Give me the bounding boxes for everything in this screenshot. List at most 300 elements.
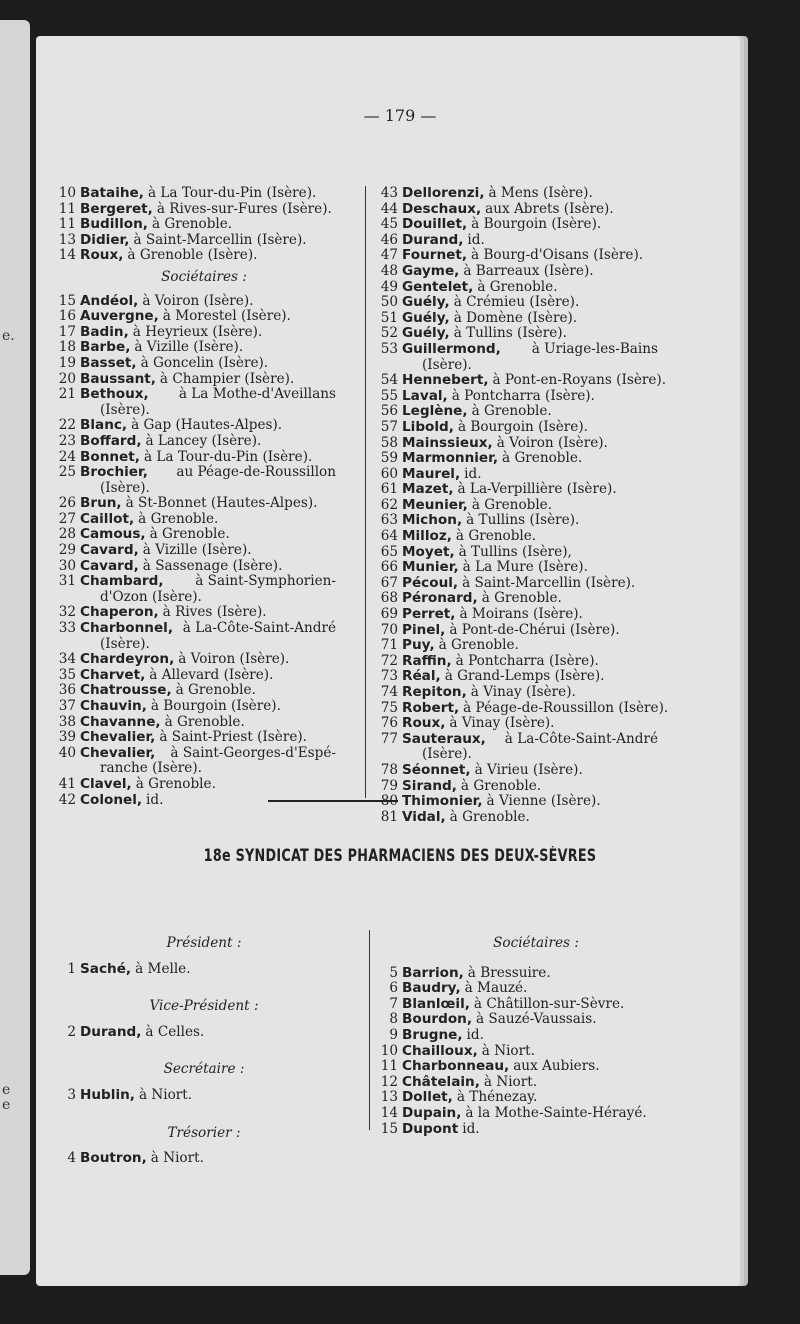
member-name: Guély, <box>402 325 450 342</box>
entry-number: 41 <box>58 775 76 792</box>
list-item <box>376 1122 696 1138</box>
member-location: à Barreaux (Isère). <box>463 262 594 279</box>
member-location: à Grenoble. <box>449 808 530 825</box>
list-item <box>376 436 696 452</box>
member-name: Colonel, <box>80 791 143 808</box>
member-name: Hennebert, <box>402 372 489 389</box>
entry-number: 15 <box>380 1120 398 1137</box>
list-item <box>376 342 696 373</box>
list-item <box>376 420 696 436</box>
member-location: à Vinay (Isère). <box>470 684 576 700</box>
entry-number: 43 <box>380 185 398 201</box>
entry-number: 44 <box>380 200 398 217</box>
member-name: Chevalier, <box>80 744 156 761</box>
member-name: Meunier, <box>402 496 468 513</box>
entry-number: 58 <box>380 434 398 451</box>
member-location: au Péage-de-Roussillon <box>176 464 336 481</box>
entry-number: 29 <box>58 542 76 559</box>
list-item <box>376 794 696 810</box>
list-item <box>376 638 696 654</box>
list-item <box>54 248 354 264</box>
entry-number: 31 <box>58 573 76 590</box>
list-item <box>376 763 696 779</box>
list-item <box>54 202 354 218</box>
member-name: Badin, <box>80 323 129 340</box>
list-item <box>376 451 696 467</box>
member-location: à Vinay (Isère). <box>449 715 555 732</box>
entry-number: 57 <box>380 418 398 435</box>
list-item <box>376 607 696 623</box>
member-location: à Bressuire. <box>467 964 551 981</box>
deux-sevres-column <box>376 930 696 1137</box>
member-location: à Grenoble. <box>438 637 519 654</box>
officers-column <box>54 930 354 1183</box>
entry-number: 1 <box>67 960 76 977</box>
entry-number: 26 <box>58 495 76 512</box>
member-name: Bethoux, <box>80 386 149 403</box>
member-location-continued: (Isère). <box>100 479 150 496</box>
societaires-heading: Sociétaires : <box>161 268 247 285</box>
entry-number: 59 <box>380 450 398 467</box>
list-item <box>54 621 354 652</box>
list-item <box>54 652 354 668</box>
list-item <box>54 777 354 793</box>
member-name: Milloz, <box>402 528 452 545</box>
member-name: Mazet, <box>402 481 454 498</box>
member-name: Maurel, <box>402 465 461 482</box>
member-location: aux Aubiers. <box>513 1058 600 1075</box>
member-location: id. <box>462 1120 480 1137</box>
entry-number: 36 <box>58 682 76 699</box>
member-location: à Mens (Isère). <box>488 185 593 201</box>
member-location: à Champier (Isère). <box>159 370 295 387</box>
list-item <box>54 1025 354 1041</box>
entry-number: 63 <box>380 512 398 529</box>
member-name: Chardeyron, <box>80 651 175 668</box>
member-location: à La Tour-du-Pin (Isère). <box>143 448 313 465</box>
member-name: Bataihe, <box>80 185 144 201</box>
list-item <box>376 669 696 685</box>
list-item <box>376 545 696 561</box>
member-name: Sauteraux, <box>402 730 486 747</box>
member-location: à Saint-Marcellin (Isère). <box>462 574 636 591</box>
list-item <box>376 1012 696 1028</box>
member-name: Brugne, <box>402 1026 463 1043</box>
list-item <box>376 186 696 202</box>
list-item <box>54 418 354 434</box>
member-location: à Domène (Isère). <box>453 309 578 326</box>
entry-number: 17 <box>58 323 76 340</box>
entry-number: 14 <box>58 247 76 264</box>
member-location: à Rives (Isère). <box>162 604 267 621</box>
entry-number: 40 <box>58 744 76 761</box>
member-name: Gentelet, <box>402 278 474 295</box>
member-name: Deschaux, <box>402 200 482 217</box>
list-item <box>376 716 696 732</box>
member-location: à Sauzé-Vaussais. <box>476 1011 597 1028</box>
entry-number: 25 <box>58 464 76 481</box>
member-name: Baussant, <box>80 370 156 387</box>
member-name: Puy, <box>402 637 435 654</box>
list-item <box>54 543 354 559</box>
member-name: Brun, <box>80 495 122 512</box>
member-name: Guély, <box>402 309 450 326</box>
member-location: à Vienne (Isère). <box>486 793 601 810</box>
entry-number: 22 <box>58 417 76 434</box>
member-name: Sirand, <box>402 777 457 794</box>
list-item <box>376 1075 696 1091</box>
entry-number: 70 <box>380 621 398 638</box>
member-location: à Voiron (Isère). <box>496 434 608 451</box>
entry-number: 35 <box>58 666 76 683</box>
list-item <box>376 981 696 997</box>
list-item <box>54 372 354 388</box>
member-name: Chauvin, <box>80 698 147 714</box>
member-location: à Melle. <box>135 960 191 977</box>
list-item <box>54 496 354 512</box>
member-name: Pinel, <box>402 621 446 638</box>
list-item <box>376 685 696 701</box>
member-name: Raffin, <box>402 652 452 669</box>
member-location: à Sassenage (Isère). <box>142 557 283 574</box>
member-name: Michon, <box>402 512 463 529</box>
officer-role: Président : <box>166 935 242 951</box>
list-item <box>376 295 696 311</box>
left-page-fragment: e. <box>2 328 15 344</box>
entry-number: 72 <box>380 652 398 669</box>
member-name: Chambard, <box>80 573 164 590</box>
member-location: à la Mothe-Sainte-Hérayé. <box>465 1104 647 1121</box>
entry-number: 6 <box>389 980 398 997</box>
right-column <box>376 186 696 825</box>
list-item <box>54 512 354 528</box>
member-location: à Voiron (Isère). <box>142 292 254 309</box>
member-location: à Morestel (Isère). <box>162 308 291 325</box>
entry-number: 49 <box>380 278 398 295</box>
entry-number: 13 <box>380 1089 398 1106</box>
member-location: à Bourgoin (Isère). <box>471 216 602 233</box>
list-item <box>54 605 354 621</box>
member-location: à La Tour-du-Pin (Isère). <box>147 185 317 201</box>
member-location: à Celles. <box>145 1023 205 1040</box>
list-item <box>54 668 354 684</box>
entry-number: 37 <box>58 698 76 714</box>
list-item <box>376 326 696 342</box>
entry-number: 38 <box>58 713 76 730</box>
entry-number: 54 <box>380 372 398 389</box>
member-name: Munier, <box>402 559 459 576</box>
entry-number: 8 <box>389 1011 398 1028</box>
member-name: Charbonneau, <box>402 1058 510 1075</box>
member-location-continued: (Isère). <box>100 401 150 418</box>
entry-number: 73 <box>380 668 398 685</box>
list-item <box>54 527 354 543</box>
list-item <box>54 450 354 466</box>
entry-number: 69 <box>380 606 398 623</box>
member-name: Guillermond, <box>402 340 501 357</box>
list-item <box>376 966 696 982</box>
entry-number: 50 <box>380 294 398 311</box>
member-name: Fournet, <box>402 247 468 264</box>
list-item <box>54 233 354 249</box>
list-item <box>376 482 696 498</box>
list-item <box>54 309 354 325</box>
list-item <box>376 1028 696 1044</box>
member-name: Séonnet, <box>402 761 471 778</box>
member-name: Dupain, <box>402 1104 462 1121</box>
member-location: id. <box>464 465 482 482</box>
member-name: Chaperon, <box>80 604 159 621</box>
member-location: à Gap (Hautes-Alpes). <box>131 417 283 434</box>
officer-role: Secrétaire : <box>163 1061 245 1078</box>
list-item <box>376 529 696 545</box>
list-item <box>376 779 696 795</box>
member-name: Andéol, <box>80 292 139 309</box>
entry-number: 12 <box>380 1073 398 1090</box>
list-item <box>376 217 696 233</box>
entry-number: 47 <box>380 247 398 264</box>
entry-number: 13 <box>58 231 76 248</box>
list-item <box>376 389 696 405</box>
member-location: à La-Côte-Saint-André <box>182 620 336 637</box>
member-name: Chevalier, <box>80 729 156 746</box>
member-location: à Saint-Georges-d'Espé- <box>170 744 336 761</box>
entry-number: 46 <box>380 231 398 248</box>
entry-number: 51 <box>380 309 398 326</box>
member-name: Robert, <box>402 699 460 716</box>
list-item <box>376 701 696 717</box>
entry-number: 11 <box>380 1058 398 1075</box>
member-name: Marmonnier, <box>402 450 499 467</box>
member-location: à La Mure (Isère). <box>462 559 588 576</box>
entry-number: 11 <box>58 200 76 217</box>
member-location: à Bourg-d'Oisans (Isère). <box>471 247 644 264</box>
member-name: Durand, <box>402 231 464 248</box>
list-item <box>376 513 696 529</box>
member-location: à Niort. <box>483 1073 538 1090</box>
entry-number: 45 <box>380 216 398 233</box>
member-location: à Mauzé. <box>464 980 528 997</box>
member-location: à Goncelin (Isère). <box>140 354 269 371</box>
member-location: à Grenoble. <box>138 510 219 527</box>
member-location: à La-Côte-Saint-André <box>504 730 658 747</box>
entry-number: 77 <box>380 730 398 747</box>
list-item <box>54 325 354 341</box>
member-name: Caillot, <box>80 510 135 527</box>
member-location: à Saint-Symphorien- <box>195 573 336 590</box>
member-name: Camous, <box>80 526 146 543</box>
member-name: Blanc, <box>80 417 128 434</box>
list-item <box>376 576 696 592</box>
member-name: Brochier, <box>80 464 148 481</box>
list-item <box>376 248 696 264</box>
entry-number: 61 <box>380 481 398 498</box>
section-title <box>56 846 744 865</box>
list-item <box>54 1088 354 1104</box>
list-item <box>376 560 696 576</box>
member-name: Hublin, <box>80 1086 135 1103</box>
member-location: à Pont-de-Chérui (Isère). <box>449 621 620 638</box>
entry-number: 3 <box>67 1086 76 1103</box>
list-item <box>376 311 696 327</box>
list-item <box>376 1059 696 1075</box>
member-name: Baudry, <box>402 980 461 997</box>
entry-number: 10 <box>58 185 76 201</box>
entry-number: 71 <box>380 637 398 654</box>
entry-number: 24 <box>58 448 76 465</box>
member-name: Repiton, <box>402 684 467 700</box>
member-location: à Virieu (Isère). <box>474 761 583 778</box>
member-location: à Heyrieux (Isère). <box>132 323 263 340</box>
officer-role: Vice-Président : <box>149 998 259 1015</box>
member-name: Auvergne, <box>80 308 159 325</box>
entry-number: 9 <box>389 1026 398 1043</box>
list-item <box>54 715 354 731</box>
member-name: Perret, <box>402 606 456 623</box>
entry-number: 16 <box>58 308 76 325</box>
member-location: à Niort. <box>138 1086 193 1103</box>
list-item <box>54 186 354 202</box>
list-item <box>54 559 354 575</box>
member-location-continued: ranche (Isère). <box>100 760 202 777</box>
member-location: à Grenoble. <box>471 496 553 513</box>
member-location-continued: (Isère). <box>422 356 472 373</box>
member-location: à Châtillon-sur-Sèvre. <box>473 995 625 1012</box>
entry-number: 53 <box>380 340 398 357</box>
list-item <box>376 623 696 639</box>
member-name: Guély, <box>402 294 450 311</box>
member-location: à Bourgoin (Isère). <box>150 698 281 714</box>
entry-number: 30 <box>58 557 76 574</box>
section-rule <box>268 800 398 802</box>
member-location: à Grenoble. <box>460 777 542 794</box>
member-location: à Grand-Lemps (Isère). <box>444 668 605 685</box>
member-location: à Grenoble. <box>477 278 558 295</box>
entry-number: 42 <box>58 791 76 808</box>
member-location: à Grenoble. <box>164 713 245 730</box>
member-location: à Voiron (Isère). <box>178 651 290 668</box>
member-name: Barbe, <box>80 339 131 356</box>
entry-number: 48 <box>380 262 398 279</box>
entry-number: 65 <box>380 543 398 560</box>
entry-number: 67 <box>380 574 398 591</box>
member-name: Dupont <box>402 1120 459 1137</box>
list-item <box>54 699 354 715</box>
member-location-continued: (Isère). <box>100 635 150 652</box>
entry-number: 39 <box>58 729 76 746</box>
list-item <box>376 264 696 280</box>
member-location: à Crémieu (Isère). <box>453 294 580 311</box>
member-location: à Moirans (Isère). <box>459 606 583 623</box>
list-item <box>376 732 696 763</box>
list-item <box>54 387 354 418</box>
entry-number: 74 <box>380 684 398 700</box>
list-item <box>376 280 696 296</box>
entry-number: 55 <box>380 387 398 404</box>
member-name: Blanlœil, <box>402 995 470 1012</box>
left-page-fragment: e <box>2 1097 11 1113</box>
list-item <box>54 1151 354 1167</box>
officer-role: Trésorier : <box>167 1124 241 1141</box>
member-name: Péronard, <box>402 590 478 607</box>
entry-number: 56 <box>380 403 398 420</box>
member-name: Chatrousse, <box>80 682 172 699</box>
entry-number: 78 <box>380 761 398 778</box>
member-location: id. <box>146 791 164 808</box>
entry-number: 76 <box>380 715 398 732</box>
member-name: Chavanne, <box>80 713 161 730</box>
list-item <box>54 294 354 310</box>
member-name: Moyet, <box>402 543 455 560</box>
member-location: à Grenoble. <box>481 590 562 607</box>
member-location: à Bourgoin (Isère). <box>457 418 588 435</box>
entry-number: 21 <box>58 386 76 403</box>
entry-number: 20 <box>58 370 76 387</box>
entry-number: 18 <box>58 339 76 356</box>
column-divider <box>365 186 366 798</box>
member-location: à Saint-Marcellin (Isère). <box>133 231 307 248</box>
list-item <box>376 1044 696 1060</box>
list-item <box>376 654 696 670</box>
deux-sevres-societaires-heading: Sociétaires : <box>493 935 579 951</box>
list-item <box>376 373 696 389</box>
list-item <box>54 465 354 496</box>
member-location: à Tullins (Isère). <box>466 512 580 529</box>
member-location: à Grenoble (Isère). <box>127 247 258 264</box>
member-name: Cavard, <box>80 542 139 559</box>
entry-number: 2 <box>67 1023 76 1040</box>
member-location: à Tullins (Isère), <box>458 543 572 560</box>
member-name: Réal, <box>402 668 441 685</box>
member-name: Cavard, <box>80 557 139 574</box>
list-item <box>376 202 696 218</box>
entry-number: 15 <box>58 292 76 309</box>
member-name: Charbonnel, <box>80 620 173 637</box>
member-location: à Saint-Priest (Isère). <box>159 729 307 746</box>
member-name: Vidal, <box>402 808 446 825</box>
entry-number: 7 <box>389 995 398 1012</box>
member-location: à St-Bonnet (Hautes-Alpes). <box>125 495 318 512</box>
member-name: Budillon, <box>80 216 148 233</box>
member-location: à Tullins (Isère). <box>453 325 567 342</box>
member-location: id. <box>466 1026 484 1043</box>
member-location: à La Mothe-d'Aveillans <box>178 386 336 403</box>
list-item <box>54 962 354 978</box>
entry-number: 81 <box>380 808 398 825</box>
list-item <box>376 404 696 420</box>
list-item <box>54 356 354 372</box>
member-name: Dellorenzi, <box>402 185 485 201</box>
entry-number: 10 <box>380 1042 398 1059</box>
member-name: Pécoul, <box>402 574 459 591</box>
member-location: id. <box>467 231 485 248</box>
left-column <box>54 186 354 808</box>
entry-number: 62 <box>380 496 398 513</box>
entry-number: 79 <box>380 777 398 794</box>
list-item <box>54 683 354 699</box>
member-name: Clavel, <box>80 775 132 792</box>
member-location: aux Abrets (Isère). <box>485 200 614 217</box>
member-name: Bergeret, <box>80 200 153 217</box>
member-location: à Grenoble. <box>149 526 230 543</box>
member-location: à Allevard (Isère). <box>149 666 274 683</box>
member-name: Bonnet, <box>80 448 140 465</box>
entry-number: 14 <box>380 1104 398 1121</box>
member-name: Mainssieux, <box>402 434 493 451</box>
entry-number: 64 <box>380 528 398 545</box>
member-location: à Rives-sur-Fures (Isère). <box>156 200 332 217</box>
member-name: Roux, <box>402 715 446 732</box>
